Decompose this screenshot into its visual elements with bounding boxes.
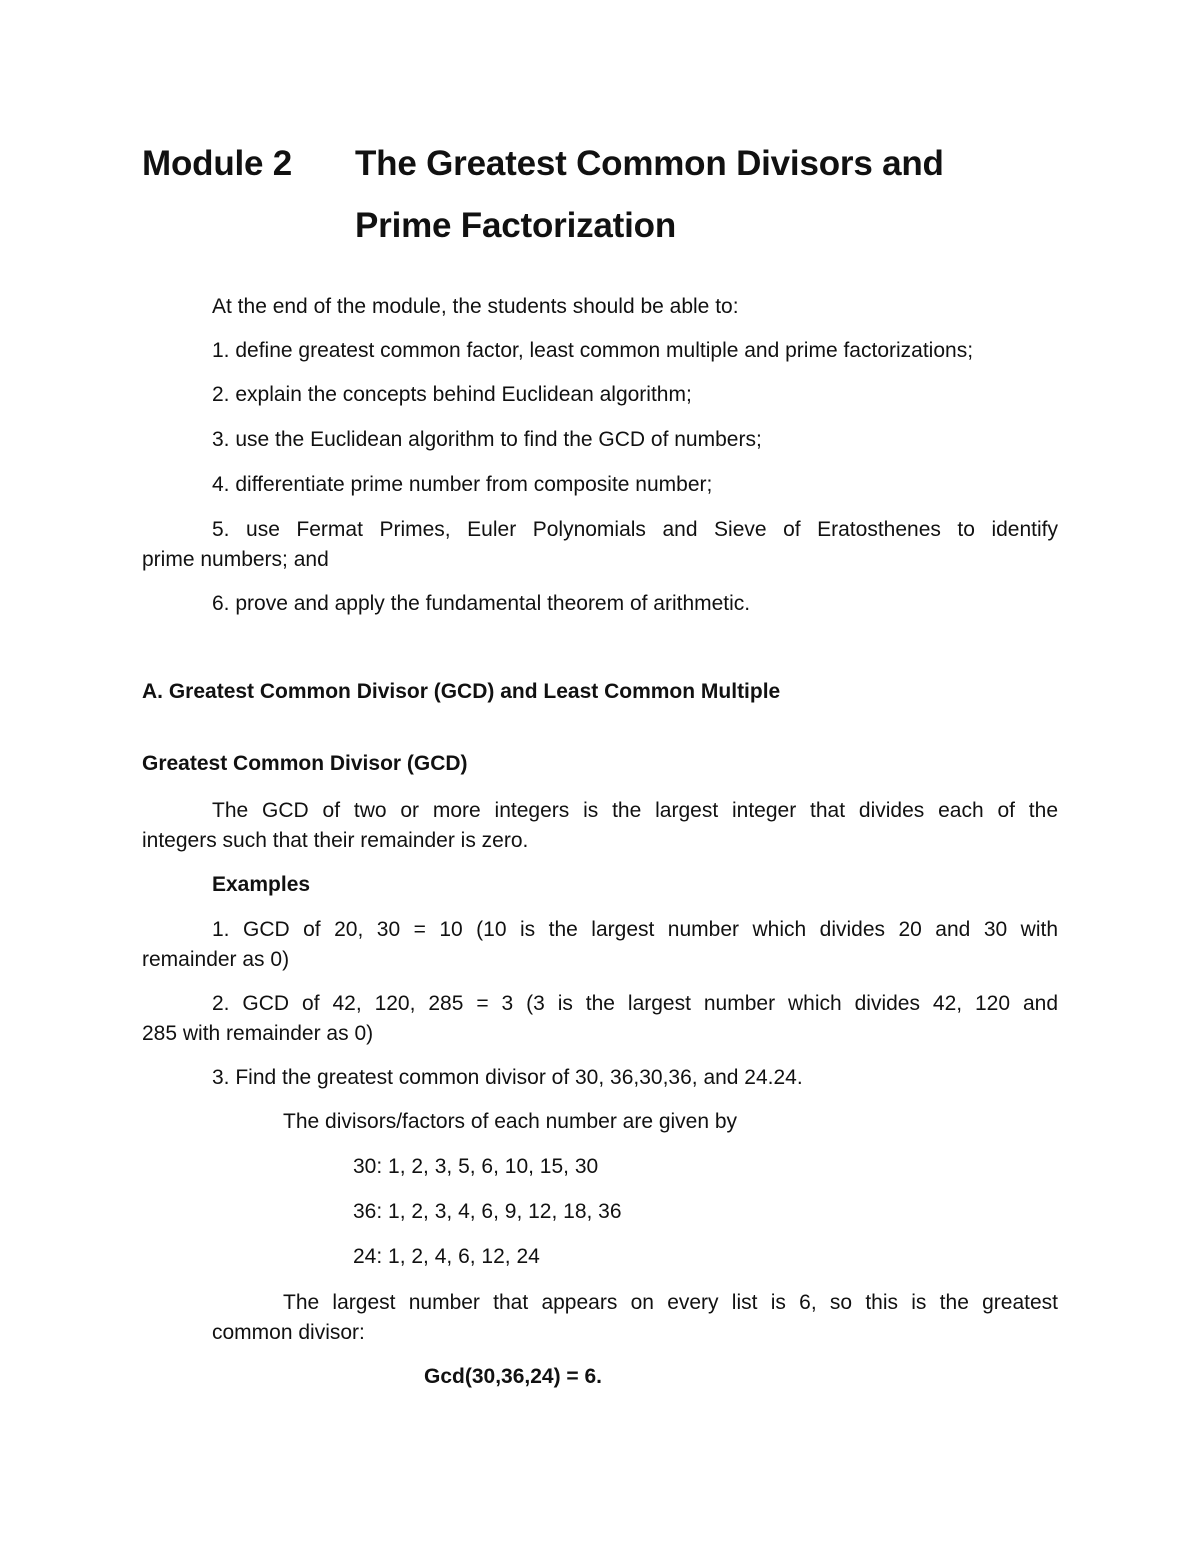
divisors-intro: The divisors/factors of each number are given by xyxy=(283,1110,738,1133)
example-2-line-1: 2. GCD of 42, 120, 285 = 3 (3 is the largest number which divides 42, 120 and xyxy=(212,992,1058,1015)
objective-item-5: 5. use Fermat Primes, Euler Polynomials and Sieve of Eratosthenes to identify xyxy=(212,518,1058,541)
gcd-result: Gcd(30,36,24) = 6. xyxy=(424,1365,603,1388)
example-1-line-2: remainder as 0) xyxy=(142,948,290,971)
objectives-intro: At the end of the module, the students should be able to: xyxy=(212,295,739,318)
divisors-list-24: 24: 1, 2, 4, 6, 12, 24 xyxy=(353,1245,540,1268)
conclusion-line-2: common divisor: xyxy=(212,1321,365,1344)
page-title-line-1: The Greatest Common Divisors and xyxy=(355,144,944,183)
example-1-line-1: 1. GCD of 20, 30 = 10 (10 is the largest number which divides 20 and 30 with xyxy=(212,918,1058,941)
gcd-subheading: Greatest Common Divisor (GCD) xyxy=(142,752,468,775)
objective-item-3: 3. use the Euclidean algorithm to find the GCD of numbers; xyxy=(212,428,762,451)
divisors-list-30: 30: 1, 2, 3, 5, 6, 10, 15, 30 xyxy=(353,1155,599,1178)
objective-item-6: 6. prove and apply the fundamental theorem of arithmetic. xyxy=(212,592,751,615)
gcd-definition-line-2: integers such that their remainder is zero. xyxy=(142,829,529,852)
objective-item-5-continued: prime numbers; and xyxy=(142,548,329,571)
divisors-list-36: 36: 1, 2, 3, 4, 6, 9, 12, 18, 36 xyxy=(353,1200,622,1223)
gcd-definition-line-1: The GCD of two or more integers is the largest integer that divides each of the xyxy=(212,799,1058,822)
examples-label: Examples xyxy=(212,873,311,896)
objective-item-2: 2. explain the concepts behind Euclidean algorithm; xyxy=(212,383,692,406)
section-a-heading: A. Greatest Common Divisor (GCD) and Least Common Multiple xyxy=(142,680,781,703)
module-label: Module 2 xyxy=(142,144,293,183)
page-title-line-2: Prime Factorization xyxy=(355,206,676,245)
example-3: 3. Find the greatest common divisor of 30, 36,30,36, and 24.24. xyxy=(212,1066,803,1089)
example-2-line-2: 285 with remainder as 0) xyxy=(142,1022,374,1045)
objective-item-4: 4. differentiate prime number from composite number; xyxy=(212,473,713,496)
objective-item-1: 1. define greatest common factor, least common multiple and prime factorizations; xyxy=(212,339,974,362)
conclusion-line-1: The largest number that appears on every list is 6, so this is the greatest xyxy=(283,1291,1058,1314)
